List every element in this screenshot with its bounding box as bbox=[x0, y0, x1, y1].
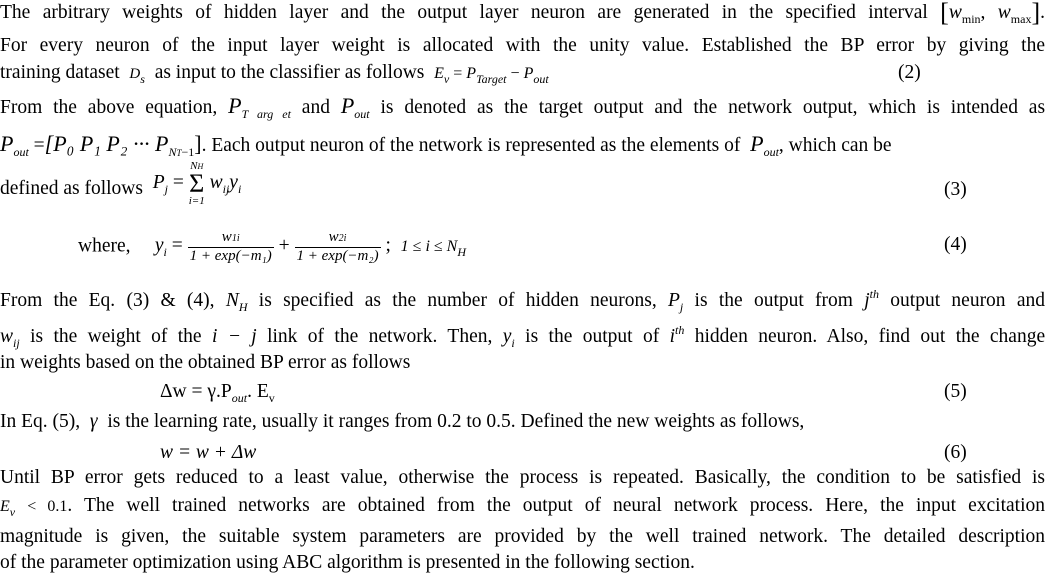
text-span: link of the network. Then, bbox=[267, 326, 493, 347]
paragraph-line: training dataset $D_s$ as input to the classifier as follows $E_v = P_{Target} - P_{out}$ bbox=[0, 62, 549, 86]
text-span: is the output from bbox=[694, 290, 853, 311]
interval-formula: [$w_{min}$, $w_{max}$]. bbox=[940, 0, 1045, 27]
paragraph-line: $w_{ij}$ is the weight of the i − j link of the network. Then, $y_i$ is the output of $i^{th}$ hidden neuron. Also, find out the change bbox=[0, 323, 1045, 350]
equation-number: (3) bbox=[944, 179, 967, 200]
text-span: is specified as the number of hidden neurons, bbox=[258, 290, 657, 311]
equation-2: $E_v = P_{Target} - P_{out}$ bbox=[434, 65, 549, 86]
text-span: magnitude is given, the suitable system parameters are provided by the well trained network. The detailed description bbox=[0, 526, 1045, 547]
text-span: From the Eq. (3) & (4), bbox=[0, 290, 215, 311]
paragraph-line: in weights based on the obtained BP error as follows bbox=[0, 352, 411, 373]
paragraph-line: $P_{out} =[P_0$ P₁ P₂ ··· $P_{NT-1}$]. Each output neuron of the network is represented as the elements of $P_{out}$, which can be bbox=[0, 131, 892, 159]
output-vector-formula: $P_{out} =[P_0$ P₁ P₂ ··· $P_{NT-1}$] bbox=[0, 131, 202, 159]
equation-number: (4) bbox=[944, 234, 967, 255]
text-span: The arbitrary weights of hidden layer and the output layer neuron are generated in the specified interval bbox=[0, 2, 928, 23]
equation-number: (5) bbox=[944, 381, 967, 402]
paragraph-line bbox=[0, 160, 242, 207]
text-span: Until BP error gets reduced to a least value, otherwise the process is repeated. Basically, the condition to be satisfied is bbox=[0, 467, 1045, 488]
equation-number: (6) bbox=[944, 442, 967, 463]
paragraph-line bbox=[78, 229, 466, 265]
text-span: is denoted as the target output and the network output, which is intended as bbox=[380, 97, 1045, 118]
paragraph-line bbox=[0, 466, 1045, 490]
text-span: is the weight of the bbox=[30, 326, 202, 347]
paragraph-line bbox=[0, 525, 1045, 549]
paragraph-line: In Eq. (5), γ is the learning rate, usually it ranges from 0.2 to 0.5. Defined the new weights as follows, bbox=[0, 411, 805, 432]
paragraph-line: From the Eq. (3) & (4), $N_H$ is specified as the number of hidden neurons, $P_j$ is the output from $j^{th}$ output neuron and bbox=[0, 287, 1045, 314]
text-span: From the above equation, bbox=[0, 97, 218, 118]
text-span: output neuron and bbox=[890, 290, 1045, 311]
text-span: is the output of bbox=[525, 326, 660, 347]
equation-3: $P_j$ = NH Σ i=1 $w_{ij}y_i$ bbox=[152, 160, 242, 207]
text-span: defined as follows bbox=[0, 177, 143, 199]
text-span: In Eq. (5), bbox=[0, 411, 81, 432]
paragraph-line: $E_v < 0.1$. The well trained networks are obtained from the output of neural network process. Here, the input excitation bbox=[0, 495, 1045, 519]
text-span: . Each output neuron of the network is represented as the elements of bbox=[201, 135, 741, 156]
text-span: . The well trained networks are obtained from the output of neural network process. Here, the input excitation bbox=[67, 495, 1045, 516]
equation-4: $y_i$ = $\frac{w1i}{\text{1 + exp(−m₁)}}$ + $\frac{w2i}{\text{1 + exp(−m₂)}}$ ; $1 \le i \le N_H$ bbox=[154, 229, 467, 264]
paragraph-line bbox=[0, 34, 1045, 58]
paragraph-line: From the above equation, $P_{T arg et}$ and $P_{out}$ is denoted as the target output and the network output, which is intended as bbox=[0, 93, 1045, 121]
text-span: , which can be bbox=[778, 135, 892, 156]
equation-number: (2) bbox=[898, 62, 921, 83]
paragraph-line bbox=[0, 1, 1045, 31]
text-span: training dataset bbox=[0, 62, 120, 83]
text-span: as input to the classifier as follows bbox=[154, 62, 425, 83]
paragraph-line: of the parameter optimization using ABC algorithm is presented in the following section. bbox=[0, 552, 695, 573]
equation-5: $\Delta w = \gamma.P_{out}$. $E_v$ bbox=[160, 381, 275, 405]
text-span: For every neuron of the input layer weight is allocated with the unity value. Established the BP error by giving the bbox=[0, 35, 1045, 56]
text-span: where, bbox=[78, 235, 131, 257]
text-span: hidden neuron. Also, find out the change bbox=[694, 326, 1045, 347]
text-span: is the learning rate, usually it ranges from 0.2 to 0.5. Defined the new weights as follows, bbox=[107, 411, 805, 432]
equation-6: w = w + Δw bbox=[160, 442, 257, 463]
